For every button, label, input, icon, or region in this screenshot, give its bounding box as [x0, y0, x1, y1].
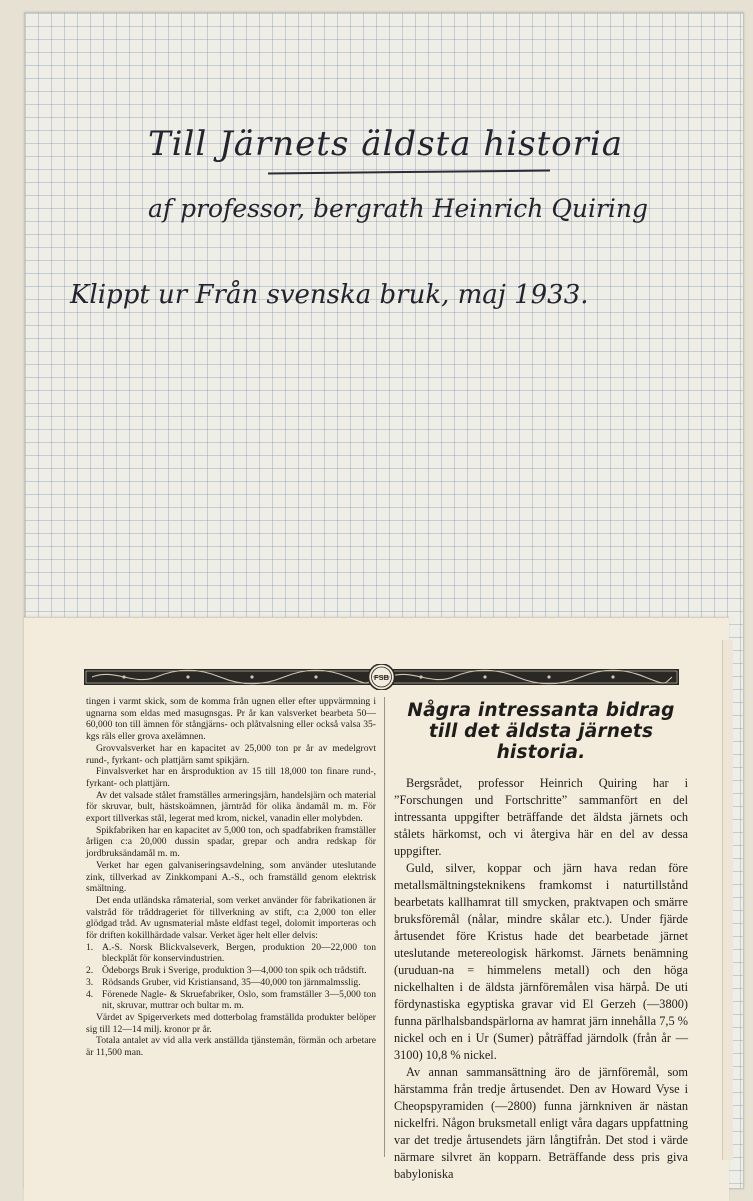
list-number: 4.: [86, 988, 94, 1000]
left-paragraph: Spikfabriken har en kapacitet av 5,000 ton, och spadfabriken framställer årligen c:a 20,000 dussin spadar, grepar och andra redskap för jordbruksändamål m. m.: [86, 824, 376, 860]
handwritten-source-note: Klippt ur Från svenska bruk, maj 1933.: [70, 280, 589, 310]
list-number: 3.: [86, 976, 94, 988]
list-number: 1.: [86, 941, 94, 953]
left-paragraph: Finvalsverket har en årsproduktion av 15 till 18,000 ton finare rund-, fyrkant- och plattjärn.: [86, 766, 376, 789]
list-text: A.-S. Norsk Blickvalseverk, Bergen, produktion 20—22,000 ton bleckplåt för konservindustrien.: [102, 941, 376, 965]
right-article-column: [394, 700, 688, 1183]
left-paragraph: Det enda utländska råmaterial, som verket använder för fabrikationen är valstråd för tråddrageriet för tillverkning av stift, c:a 2,000 ton eller glödgad tråd. Av ugnsmaterial måste eldfast tegel, dolomit importeras och för driften kokillhärdade valsar. Verket äger helt eller delvis:: [86, 894, 376, 942]
left-paragraph: tingen i varmt skick, som de komma från ugnen eller efter uppvärmning i ugnarna som eldas med masugnsgas. Pr år kan valsverket bearbeta 50—60,000 ton till ämnen för stångjärns- och plåtvalsning eller också valsa 35-kgs räls eller grova axelämnen.: [86, 696, 376, 743]
left-article-column: [86, 696, 376, 1059]
list-item: [86, 977, 376, 989]
left-paragraph: Av det valsade stålet framställes armeringsjärn, handelsjärn och material för skruvar, bult, hästskoämnen, järntråd för olika ändamål m. m. För export tillverkas stål, legerat med krom, nickel, vanadin eller molybden.: [86, 789, 376, 825]
list-item: [86, 965, 376, 977]
right-paragraph: Av annan sammansättning äro de järnföremål, som härstamma från tredje årtusendet. Den av Howard Vyse i Cheopspyramiden (—2800) funna järnkniven är nästan nickelfri. Någon bruksmetall enligt våra dagars uppfattning var det tredje årtusendets järn långtifrån. Det stod i värde närmare silvret än kopparn. Beträffande dess pris giva babyloniska: [394, 1065, 688, 1181]
list-item: [86, 942, 376, 965]
clipping-underlayer-edge: [722, 640, 733, 1160]
right-paragraph: Guld, silver, koppar och järn hava redan före metallsmältningsteknikens framkomst i naturtillstånd bearbetats kallhamrat till smycken, praktvapen och smärre bruksföremål (nålar, mindre skålar etc.). Under fjärde årtusendet före Kristus hade det bearbetade järnet uteslutande metereologisk härkomst. Järnets benämning (uruduan-na = himmelens metall) och den höga nickelhalten i de äldsta järnföremålen visa härpå. De uti fördynastiska egyptiska gravar vid El Gerzeh (—3800) funna pärlhalsbandspärlorna av hamrat järn innehålla 7,5 % nickel och en i Ur (Sumer) påträffad järndolk (från år —3100) 10,8 % nickel.: [394, 861, 688, 1062]
list-text: Ödeborgs Bruk i Sverige, produktion 3—4,000 ton spik och trådstift.: [102, 965, 367, 977]
left-paragraph: Totala antalet av vid alla verk anställda tjänstemän, förmän och arbetare är 11,500 man.: [86, 1035, 376, 1059]
list-text: Förenede Nagle- & Skruefabriker, Oslo, som framställer 3—5,000 ton nit, skruvar, muttrar och bultar m. m.: [102, 988, 376, 1012]
left-paragraph: Verket har egen galvaniseringsavdelning, som använder uteslutande zink, tillverkad av Zinkkompani A.-S., och framställd genom elektrisk smältning.: [86, 859, 376, 895]
article-headline: Några intressanta bidrag till det äldsta järnets historia.: [407, 700, 675, 763]
list-item: [86, 989, 376, 1012]
handwritten-author: af professor, bergrath Heinrich Quiring: [148, 194, 648, 223]
list-text: Rödsands Gruber, vid Kristiansand, 35—40,000 ton järnmalmsslig.: [102, 976, 361, 988]
left-paragraph: Värdet av Spigerverkets med dotterbolag framställda produkter belöper sig till 12—14 milj. kronor pr år.: [86, 1011, 376, 1035]
left-paragraph: Grovvalsverket har en kapacitet av 25,000 ton pr år av medelgrovt rund-, fyrkant- och plattjärn samt spikjärn.: [86, 742, 376, 766]
right-paragraph: Bergsrådet, professor Heinrich Quiring har i ”Forschungen und Fortschritte” sammanfört en del intressanta uppgifter beträffande det äldsta järnets och stålets härkomst, och vi återgiva här en del av dessa uppgifter.: [394, 776, 688, 858]
emblem-fsb-logo: FSB: [374, 673, 389, 682]
handwritten-title: Till Järnets äldsta historia: [148, 124, 624, 164]
column-divider: [384, 697, 385, 1157]
ornamental-header-band: [84, 664, 679, 690]
list-number: 2.: [86, 965, 94, 977]
